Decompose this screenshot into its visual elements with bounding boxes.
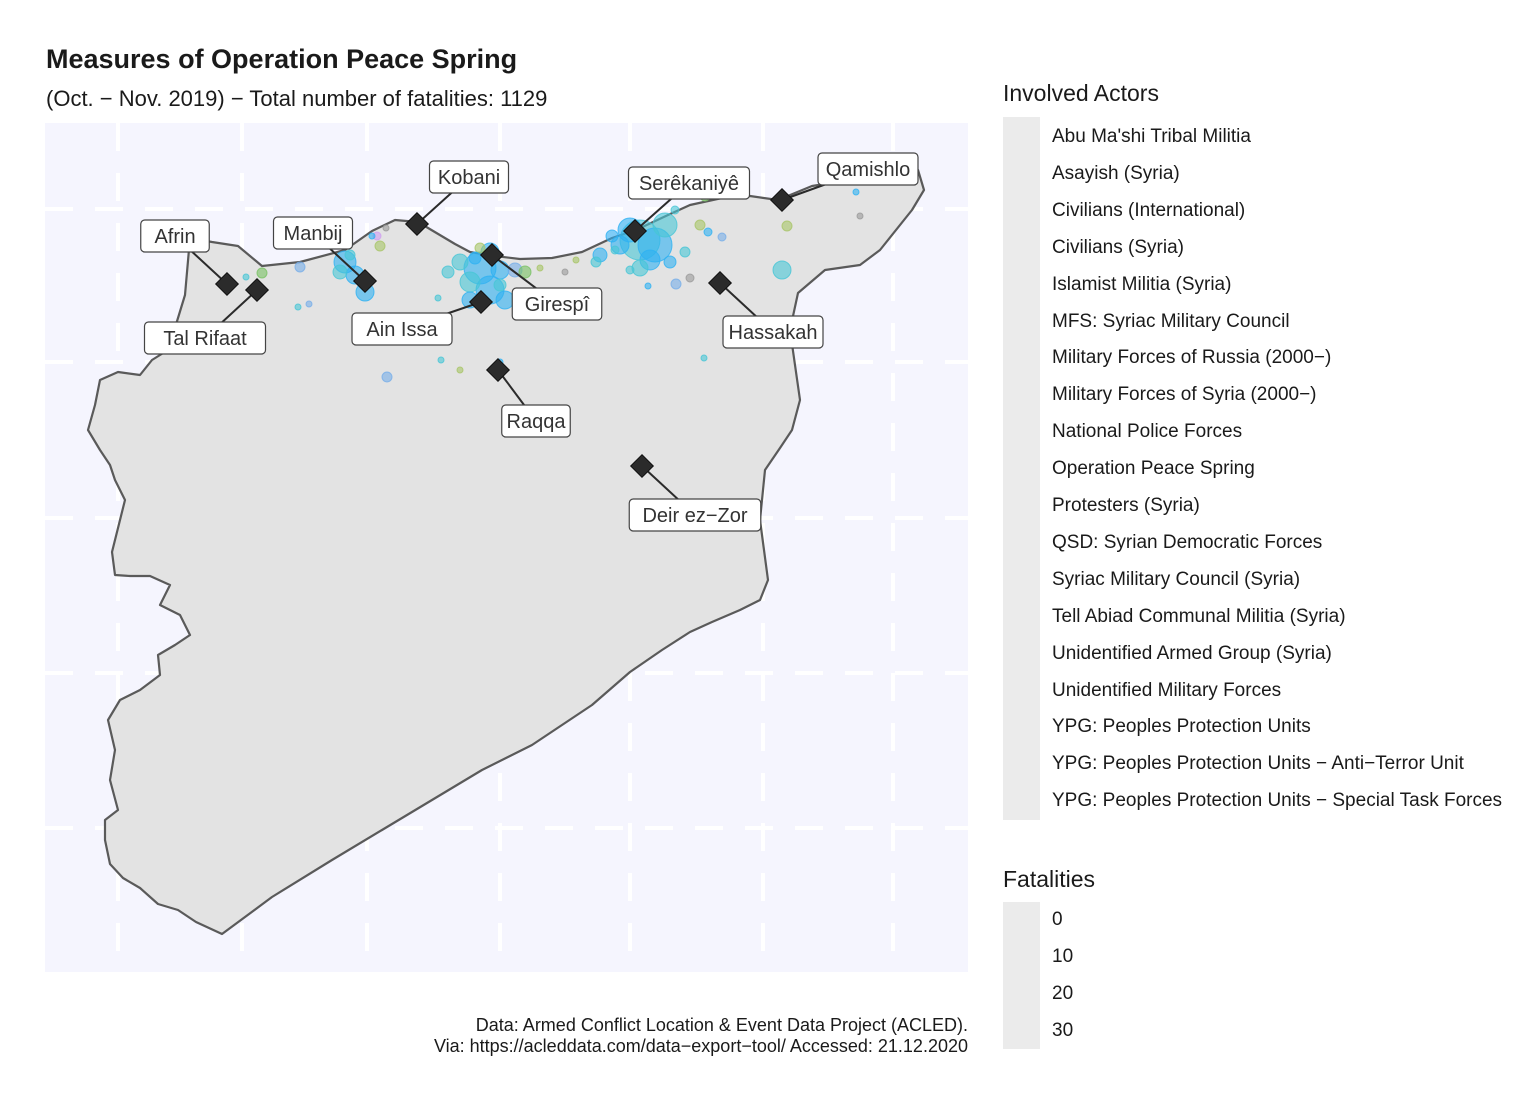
city-label-raqqa [502,405,571,437]
event-bubble [537,265,543,271]
city-label-tal-rifaat [145,322,266,354]
legend-actor-label: Military Forces of Russia (2000−) [1052,347,1332,369]
map-subtitle: (Oct. − Nov. 2019) − Total number of fatalities: 1129 [46,86,548,111]
legend-actor-label: Asayish (Syria) [1052,162,1180,184]
city-label-text: Ain Issa [366,319,438,341]
event-bubble [686,274,694,282]
legend-fatality-label: 30 [1052,1020,1074,1041]
legend-actor-label: Abu Ma'shi Tribal Militia [1052,126,1251,147]
legend-actor-label: Civilians (Syria) [1052,236,1184,258]
event-bubble [611,246,619,254]
city-label-text: Afrin [154,226,196,248]
event-bubble [469,252,481,264]
event-bubble [773,261,791,279]
event-bubble [345,250,355,260]
event-bubble [664,256,676,268]
city-label-giresp [512,288,602,320]
event-bubble [573,257,579,263]
event-bubble [295,304,301,310]
city-label-text: Deir ez−Zor [642,505,748,527]
event-bubble [382,372,392,382]
event-bubble [591,257,601,267]
city-label-text: Raqqa [506,411,566,433]
legend-actors-title: Involved Actors [1003,80,1159,106]
legend-actor-label: YPG: Peoples Protection Units − Special Task Forces [1052,790,1503,812]
event-bubble [442,266,454,278]
legend-fatality-label: 10 [1052,946,1074,967]
event-bubble [645,283,651,289]
legend-fatality-label: 20 [1052,983,1074,1004]
event-bubble [460,272,480,292]
city-label-afrin [141,220,210,252]
event-bubble [701,355,707,361]
legend-fatalities-keybox [1003,902,1040,1049]
legend-fatalities-title: Fatalities [1003,866,1096,892]
legend-actor-label: Protesters (Syria) [1052,495,1200,516]
legend-fatality-label: 0 [1052,909,1063,930]
legend-actor-label: Tell Abiad Communal Militia (Syria) [1052,605,1346,627]
city-label-text: Girespî [524,294,590,316]
legend-actor-label: Unidentified Armed Group (Syria) [1052,642,1332,664]
event-bubble [457,367,463,373]
legend-actor-label: Operation Peace Spring [1052,458,1255,480]
city-label-deir-ez-zor [629,499,761,531]
event-bubble [632,260,648,276]
legend-actor-label: National Police Forces [1052,421,1243,443]
event-bubble [494,279,506,291]
event-bubble [435,295,441,301]
city-label-manbij [274,217,353,249]
event-bubble [306,301,312,307]
city-label-kobani [430,161,509,193]
legend-actor-label: Military Forces of Syria (2000−) [1052,384,1317,406]
legend-actor-label: Islamist Militia (Syria) [1052,273,1232,295]
legend-actor-label: YPG: Peoples Protection Units [1052,716,1311,738]
city-label-text: Hassakah [728,322,818,344]
city-label-ser-kaniy [629,167,750,199]
city-label-text: Manbij [283,223,343,245]
event-bubble [782,221,792,231]
event-bubble [857,213,863,219]
caption-url: Via: https://acleddata.com/data−export−tool/ Accessed: 21.12.2020 [433,1036,968,1056]
city-label-text: Kobani [437,167,501,189]
legend-actor-label: Civilians (International) [1052,199,1246,221]
event-bubble [704,228,712,236]
event-bubble [438,357,444,363]
event-bubble [718,233,726,241]
event-bubble [496,291,514,309]
event-bubble [606,230,618,242]
event-bubble [369,233,375,239]
legend-actor-label: Unidentified Military Forces [1052,679,1282,701]
city-label-qamishlo [818,153,918,185]
event-bubble [383,225,389,231]
legend-actor-label: MFS: Syriac Military Council [1052,310,1290,332]
legend-actors-keybox [1003,117,1040,820]
city-label-text: Tal Rifaat [163,328,247,350]
caption-source: Data: Armed Conflict Location & Event Data Project (ACLED). [475,1015,968,1035]
event-bubble [452,254,468,270]
event-bubble [295,262,305,272]
event-bubble [680,247,690,257]
city-label-text: Serêkaniyê [638,173,740,195]
event-bubble [626,266,634,274]
event-bubble [671,206,679,214]
event-bubble [653,213,677,237]
city-label-text: Qamishlo [825,159,911,181]
legend-actor-label: YPG: Peoples Protection Units − Anti−Terror Unit [1052,753,1464,775]
event-bubble [853,189,859,195]
event-bubble [257,268,267,278]
map-title: Measures of Operation Peace Spring [46,44,518,74]
event-bubble [333,265,347,279]
event-bubble [562,269,568,275]
event-bubble [695,220,705,230]
event-bubble [243,274,249,280]
event-bubble [375,241,385,251]
city-label-ain-issa [352,313,452,345]
city-label-hassakah [723,316,823,348]
legend-actor-label: QSD: Syrian Democratic Forces [1052,531,1323,553]
legend-actor-label: Syriac Military Council (Syria) [1052,568,1301,590]
event-bubble [671,279,681,289]
